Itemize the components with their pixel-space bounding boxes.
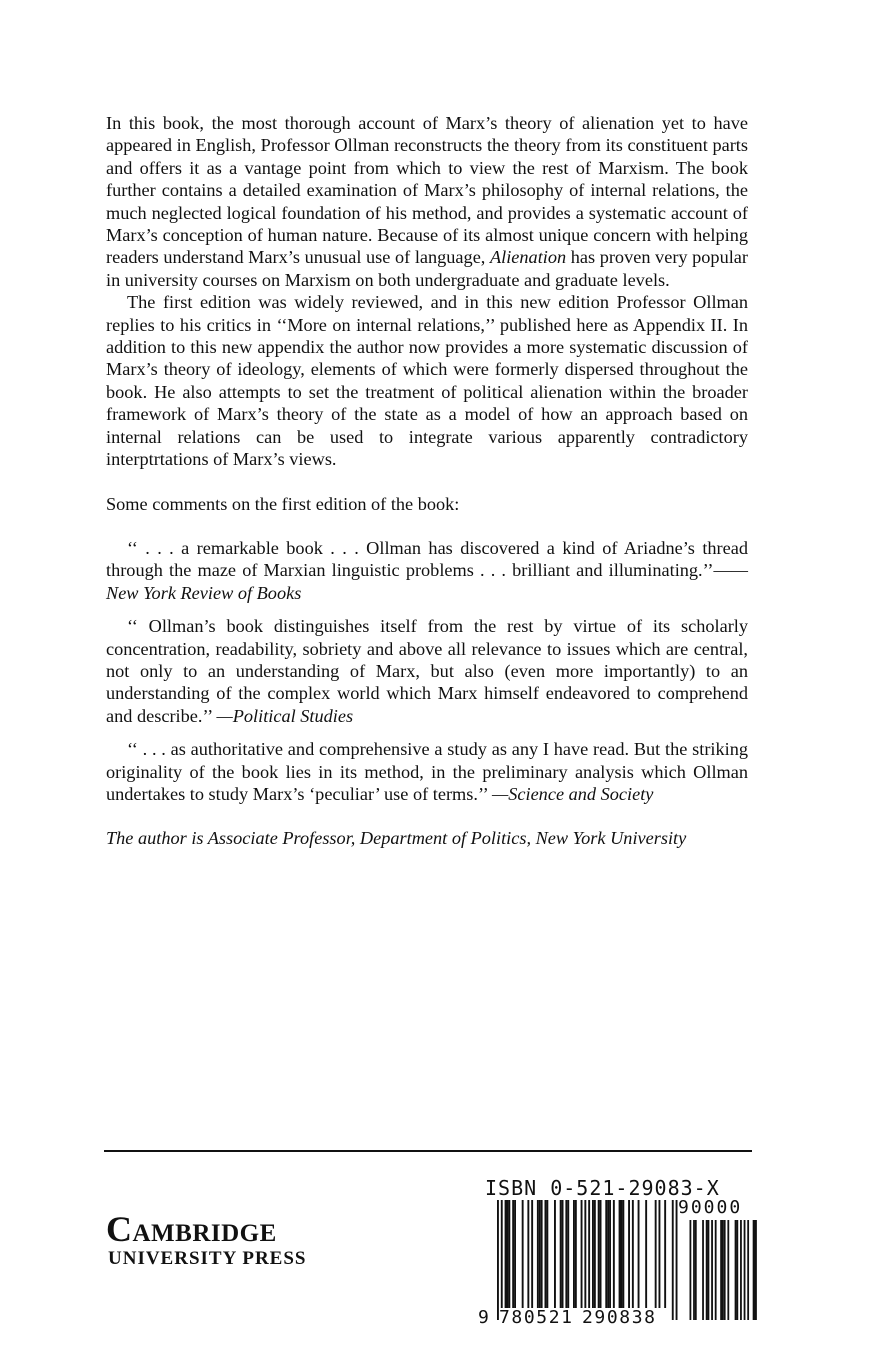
addon-bar <box>736 1220 738 1320</box>
barcode-bar <box>655 1200 657 1308</box>
barcode-bar <box>594 1200 596 1308</box>
barcode-bar <box>575 1200 577 1308</box>
barcode-bar <box>600 1200 602 1308</box>
blurb-paragraph-2: The first edition was widely reviewed, and in this new edition Professor Ollman replies to his critics in ‘‘More on internal relations,’’ published here as Appendix II. In addition to this new appendix the author now provides a more systematic discussion of Marx’s theory of ideology, elements of which were formerly dispersed throughout the book. He also attempts to set the treatment of political alienation within the broader framework of Marx’s theory of the state as a model of how an approach based on internal relations can be used to integrate various apparently contradictory interptrtations of Marx’s views. <box>106 292 748 470</box>
divider-rule <box>104 1150 752 1152</box>
barcode-bar <box>554 1200 556 1308</box>
barcode-right-digits: 290838 <box>582 1307 657 1328</box>
barcode-bar <box>638 1200 640 1308</box>
barcode-bar <box>567 1200 569 1308</box>
barcode-bar <box>497 1200 499 1320</box>
barcode-bar <box>672 1200 674 1320</box>
addon-bar <box>708 1220 710 1320</box>
addon-bar <box>756 1220 757 1320</box>
addon-bar <box>693 1220 695 1320</box>
barcode-bar <box>613 1200 615 1308</box>
barcode-left-digits: 780521 <box>499 1307 574 1328</box>
publisher-name: Cambridge <box>106 1209 277 1249</box>
addon-bar <box>727 1220 729 1320</box>
barcode-addon-digits: 90000 <box>678 1197 743 1218</box>
barcode-bar <box>514 1200 516 1308</box>
addon-bar <box>715 1220 717 1320</box>
addon-bar <box>753 1220 755 1320</box>
barcode-bar <box>581 1200 583 1308</box>
addon-bar <box>706 1220 708 1320</box>
barcode-bar <box>622 1200 624 1308</box>
review-source: —Science and Society <box>491 783 654 804</box>
barcode-bar <box>505 1200 507 1308</box>
addon-bar <box>720 1220 722 1320</box>
barcode-bar <box>609 1200 611 1308</box>
barcode-bar <box>541 1200 543 1308</box>
barcode-bar <box>562 1200 564 1308</box>
barcode-bar <box>664 1200 666 1308</box>
publisher-logo <box>106 1210 307 1270</box>
barcode-bar <box>598 1200 600 1308</box>
barcode-bar <box>659 1200 661 1308</box>
review-quote-2: ‘‘ Ollman’s book distinguishes itself from the rest by virtue of its scholarly concentration, readability, sobriety and above all relevance to issues which are central, not only to an understanding of Marx, but also (even more importantly) to an understanding of the complex world which Marx himself endeavored to comprehend and describe.’’ —Political Studies <box>106 616 748 726</box>
barcode-bar <box>607 1200 609 1308</box>
addon-bar <box>747 1220 749 1320</box>
book-title-italic: Alienation <box>489 247 567 268</box>
author-note: The author is Associate Professor, Department of Politics, New York University <box>106 828 687 849</box>
addon-bar <box>722 1220 724 1320</box>
barcode-bar <box>621 1200 623 1308</box>
barcode-bar <box>628 1200 630 1308</box>
barcode-bar <box>588 1200 590 1320</box>
publisher-subtitle: UNIVERSITY PRESS <box>108 1248 307 1269</box>
addon-bar <box>702 1220 704 1320</box>
barcode-bar <box>592 1200 594 1308</box>
addon-bar <box>724 1220 726 1320</box>
addon-bar <box>744 1220 746 1320</box>
barcode-bar <box>645 1200 647 1308</box>
barcode-bar <box>507 1200 509 1308</box>
barcode-bar <box>512 1200 514 1308</box>
barcode-bar <box>531 1200 533 1308</box>
barcode-bar <box>605 1200 607 1308</box>
barcode-bar <box>522 1200 524 1308</box>
blurb-paragraph-1: In this book, the most thorough account of Marx’s theory of alienation yet to have appeared in English, Professor Ollman reconstructs the theory from its constituent parts and offers it as a vantage point from which to view the rest of Marxism. The book further contains a detailed examination of Marx’s philosophy of internal relations, the much neglected logical foundation of his method, and provides a systematic account of Marx’s conception of human nature. Because of its almost unique concern with helping readers understand Marx’s unusual use of language, Alienation has proven very popular in university courses on Marxism on both undergraduate and graduate levels. <box>106 113 748 290</box>
barcode-bar <box>565 1200 567 1308</box>
review-quote-1: ‘‘ . . . a remarkable book . . . Ollman has discovered a kind of Ariadne’s thread through the maze of Marxian linguistic problems . . . brilliant and illuminating.’’——New York Review of Books <box>106 537 748 603</box>
barcode-bar <box>527 1200 529 1308</box>
addon-bar <box>690 1220 692 1320</box>
review-source: —Political Studies <box>216 705 354 726</box>
barcode-bar <box>545 1200 547 1308</box>
addon-bar <box>735 1220 737 1320</box>
barcode-first-digit: 9 <box>478 1307 489 1328</box>
barcode-bar <box>632 1200 634 1308</box>
comments-intro: Some comments on the first edition of the book: <box>106 493 460 514</box>
barcode-bar <box>573 1200 575 1308</box>
barcode-bar <box>546 1200 548 1308</box>
blurb-text <box>106 112 748 850</box>
addon-bar <box>740 1220 742 1320</box>
addon-bar <box>695 1220 697 1320</box>
addon-bar <box>754 1220 756 1320</box>
addon-bar <box>711 1220 713 1320</box>
barcode-bar <box>584 1200 586 1320</box>
barcode-bar <box>560 1200 562 1308</box>
barcode-bar <box>539 1200 541 1308</box>
review-source: —New York Review of Books <box>106 560 748 603</box>
barcode-bar <box>619 1200 621 1308</box>
barcode-bar <box>676 1200 678 1320</box>
barcode-bar <box>537 1200 539 1308</box>
barcode-bar <box>508 1200 510 1308</box>
review-quote-3: ‘‘ . . . as authoritative and comprehensive a study as any I have read. But the striking originality of the book lies in its method, in the preliminary analysis which Ollman undertakes to study Marx’s ‘peculiar’ use of terms.’’ —Science and Society <box>106 739 748 804</box>
isbn-label: ISBN 0-521-29083-X <box>485 1176 720 1200</box>
barcode-bar <box>501 1200 503 1320</box>
